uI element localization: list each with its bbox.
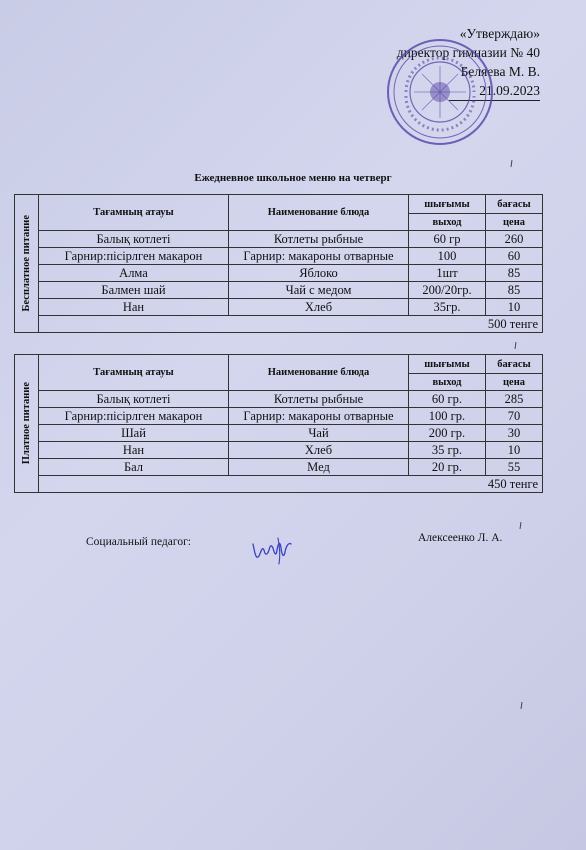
pen-mark	[511, 160, 513, 167]
dish-price: 10	[486, 442, 543, 459]
footer-name: Алексеенко Л. А.	[418, 532, 503, 544]
dish-yield: 200 гр.	[409, 425, 486, 442]
free-meals-table	[14, 194, 542, 333]
dish-ru: Гарнир: макароны отварные	[229, 408, 409, 425]
dish-price: 260	[486, 231, 543, 248]
dish-kz: Бал	[39, 459, 229, 476]
dish-kz: Балық котлеті	[39, 231, 229, 248]
header-rus-name: Наименование блюда	[229, 195, 409, 231]
dish-price: 55	[486, 459, 543, 476]
dish-yield: 35 гр.	[409, 442, 486, 459]
dish-price: 10	[486, 299, 543, 316]
dish-price: 70	[486, 408, 543, 425]
dish-price: 85	[486, 282, 543, 299]
dish-yield: 1шт	[409, 265, 486, 282]
dish-kz: Нан	[39, 442, 229, 459]
header-price-ru: цена	[486, 214, 543, 231]
paid-meals-table	[14, 354, 542, 493]
dish-yield: 100 гр.	[409, 408, 486, 425]
approver-name: Беляева М. В.	[460, 64, 540, 79]
dish-kz: Нан	[39, 299, 229, 316]
table-row	[15, 282, 543, 299]
footer-role: Социальный педагог:	[86, 536, 191, 548]
dish-ru: Яблоко	[229, 265, 409, 282]
dish-ru: Хлеб	[229, 442, 409, 459]
dish-ru: Хлеб	[229, 299, 409, 316]
signature-icon	[250, 530, 294, 566]
pen-mark	[520, 522, 522, 529]
dish-yield: 60 гр	[409, 231, 486, 248]
pen-mark	[515, 342, 517, 349]
dish-yield: 200/20гр.	[409, 282, 486, 299]
dish-price: 60	[486, 248, 543, 265]
header-yield-kz: шығымы	[409, 355, 486, 374]
dish-ru: Мед	[229, 459, 409, 476]
table-row	[15, 265, 543, 282]
dish-kz: Балмен шай	[39, 282, 229, 299]
header-yield-ru: выход	[409, 374, 486, 391]
pen-mark	[521, 702, 523, 709]
dish-kz: Алма	[39, 265, 229, 282]
paid-meals-side-label: Платное питание	[21, 382, 32, 465]
dish-ru: Чай с медом	[229, 282, 409, 299]
dish-price: 285	[486, 391, 543, 408]
table-row	[15, 442, 543, 459]
table-row	[15, 391, 543, 408]
dish-price: 85	[486, 265, 543, 282]
table-row	[15, 459, 543, 476]
header-price-ru: цена	[486, 374, 543, 391]
table-row	[15, 248, 543, 265]
dish-ru: Гарнир: макароны отварные	[229, 248, 409, 265]
free-meals-total: 500 тенге	[39, 316, 543, 333]
dish-kz: Гарнир:пісірлген макарон	[39, 408, 229, 425]
dish-price: 30	[486, 425, 543, 442]
table-row	[15, 425, 543, 442]
dish-kz: Шай	[39, 425, 229, 442]
header-kaz-name: Тағамның атауы	[39, 195, 229, 231]
header-rus-name: Наименование блюда	[229, 355, 409, 391]
header-yield-kz: шығымы	[409, 195, 486, 214]
table-row	[15, 299, 543, 316]
dish-kz: Балық котлеті	[39, 391, 229, 408]
dish-yield: 100	[409, 248, 486, 265]
header-price-kz: бағасы	[486, 195, 543, 214]
header-yield-ru: выход	[409, 214, 486, 231]
free-meals-side-label: Бесплатное питание	[21, 215, 32, 312]
table-row	[15, 408, 543, 425]
approve-word: «Утверждаю»	[459, 26, 540, 41]
approver-position: директор гимназии № 40	[396, 45, 540, 60]
paid-meals-total: 450 тенге	[39, 476, 543, 493]
dish-ru: Чай	[229, 425, 409, 442]
dish-kz: Гарнир:пісірлген макарон	[39, 248, 229, 265]
header-kaz-name: Тағамның атауы	[39, 355, 229, 391]
dish-yield: 20 гр.	[409, 459, 486, 476]
dish-yield: 35гр.	[409, 299, 486, 316]
menu-title: Ежедневное школьное меню на четверг	[194, 172, 392, 184]
table-row	[15, 231, 543, 248]
dish-ru: Котлеты рыбные	[229, 391, 409, 408]
approval-date: 21.09.2023	[449, 81, 540, 101]
header-price-kz: бағасы	[486, 355, 543, 374]
official-seal-icon	[386, 38, 494, 146]
dish-yield: 60 гр.	[409, 391, 486, 408]
dish-ru: Котлеты рыбные	[229, 231, 409, 248]
